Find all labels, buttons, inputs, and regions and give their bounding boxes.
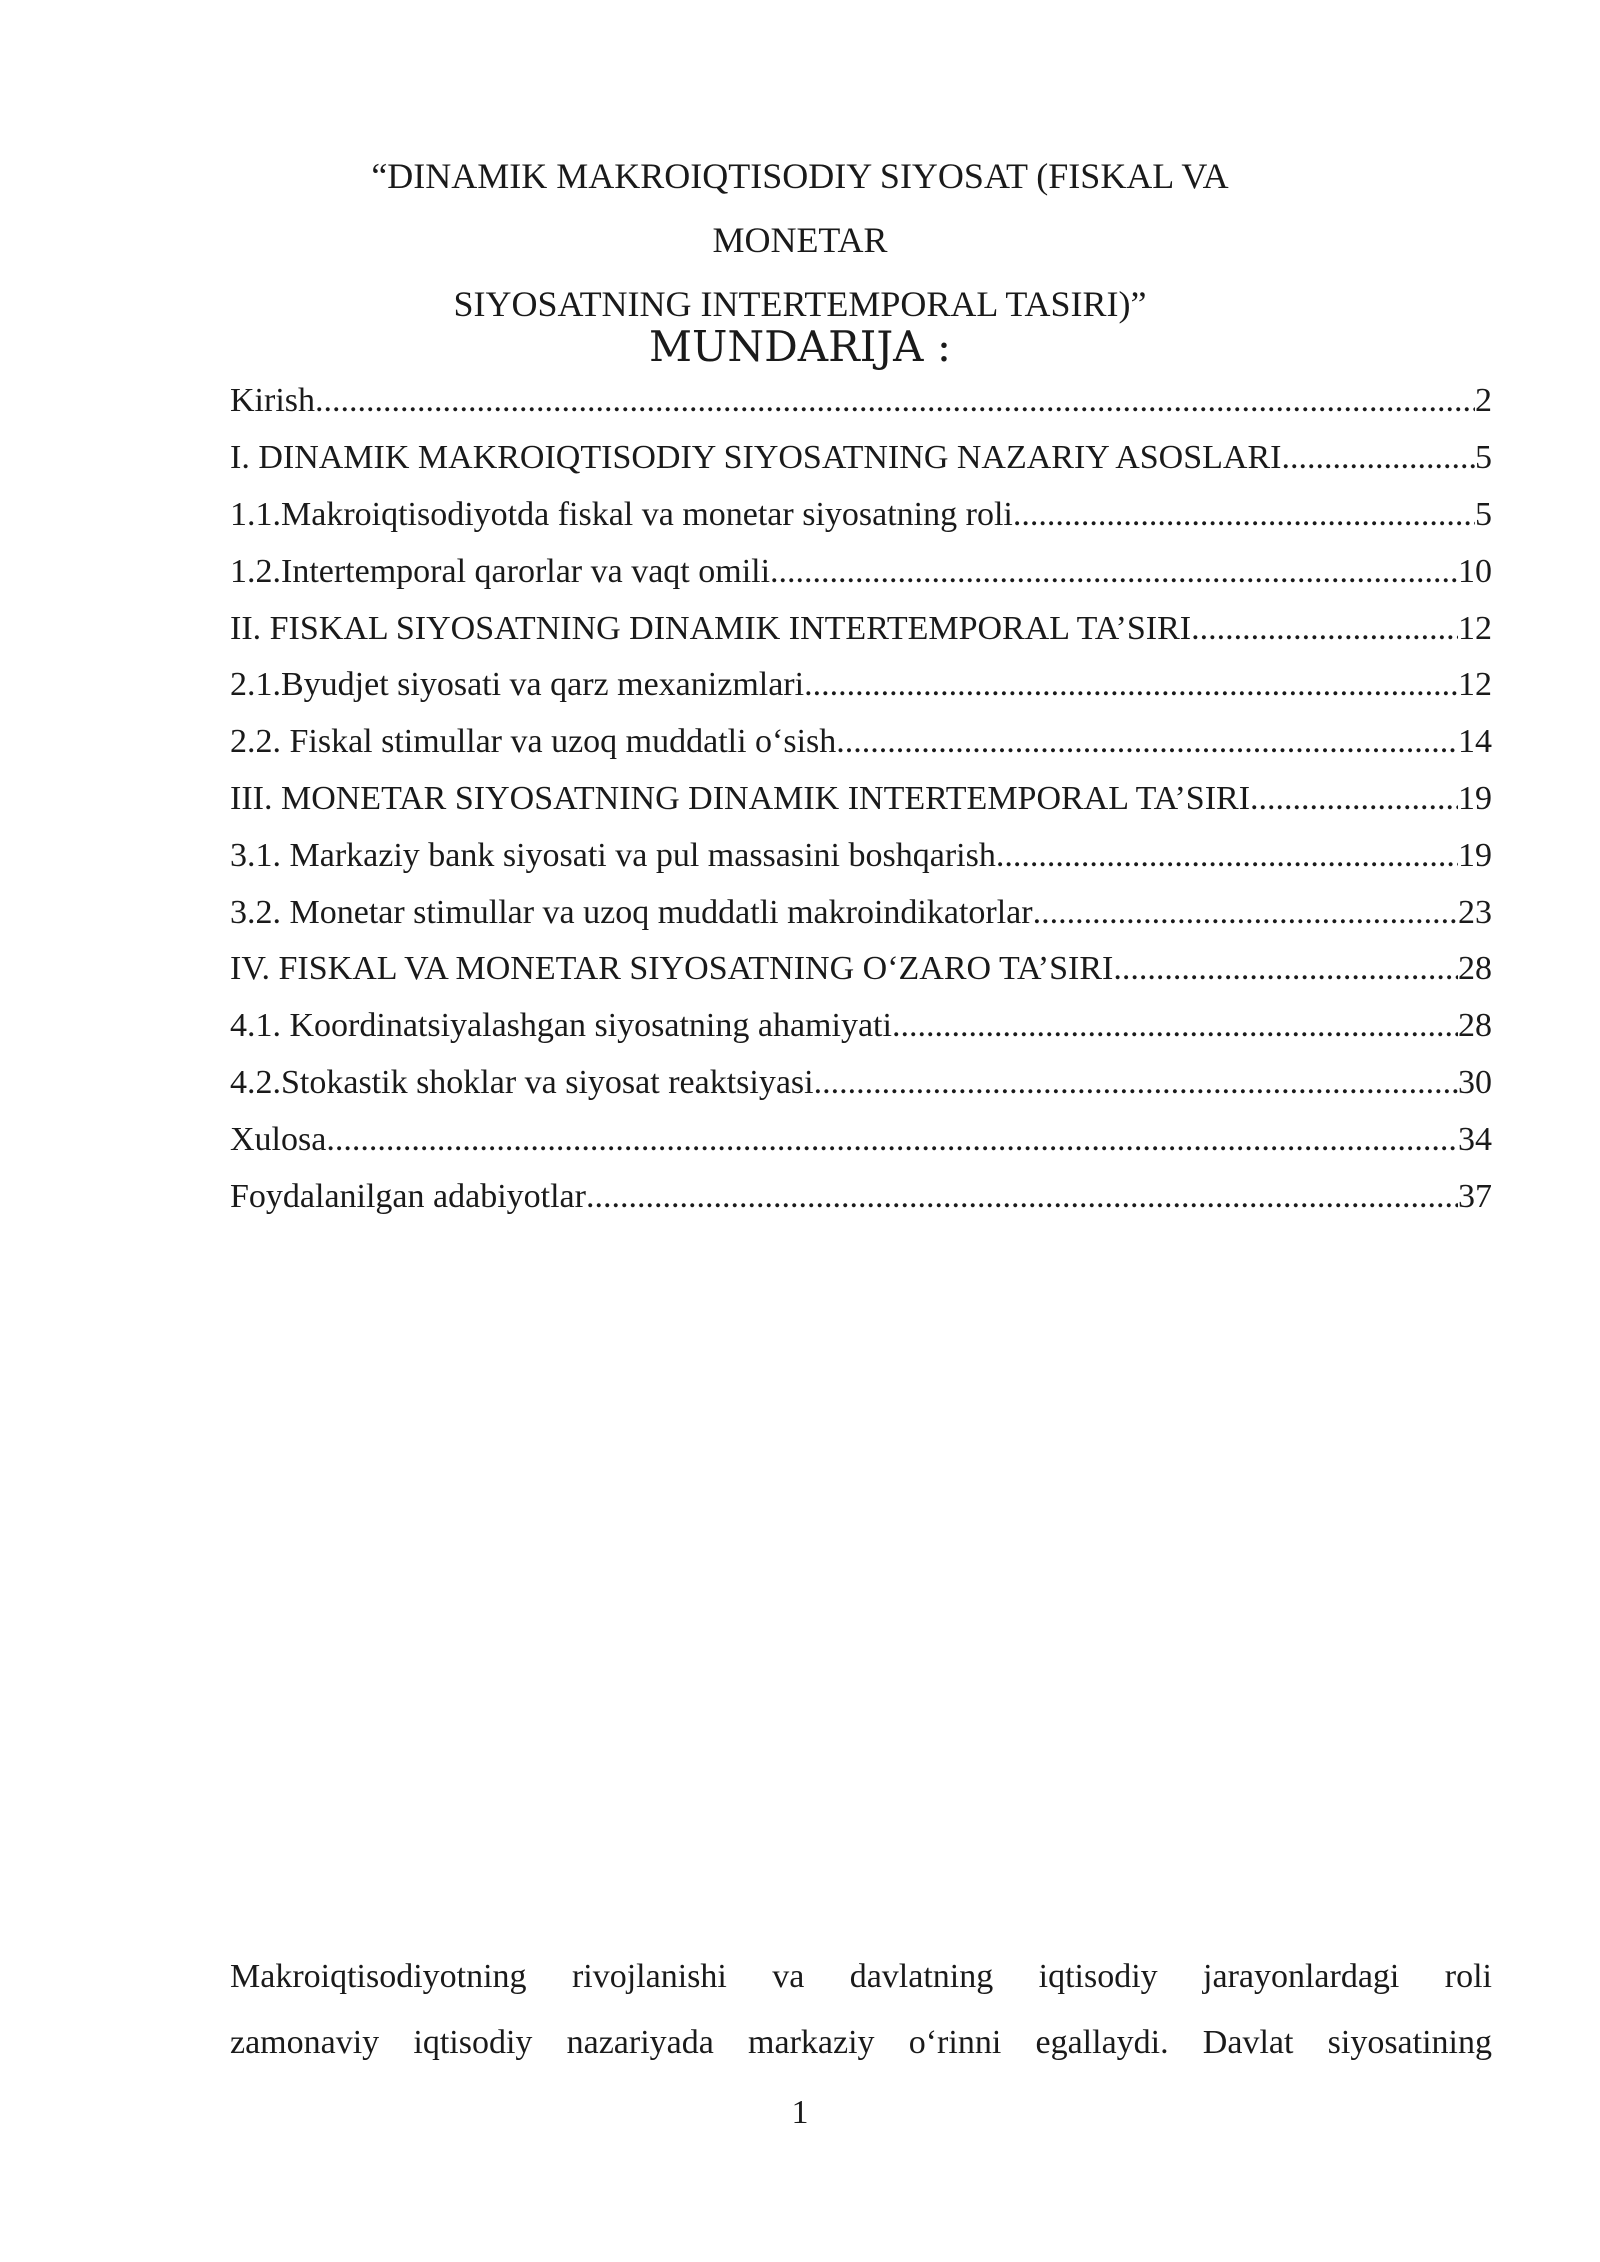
toc-entry-page: 28 xyxy=(1458,950,1492,988)
toc-entry-label: 4.1. Koordinatsiyalashgan siyosatning ahamiyati xyxy=(230,1007,892,1045)
toc-entry-page: 12 xyxy=(1458,666,1492,704)
toc-dot-leader xyxy=(770,553,1458,591)
toc-entry-label: IV. FISKAL VA MONETAR SIYOSATNING O‘ZARO TA’SIRI xyxy=(230,950,1114,988)
document-title-line-1: “DINAMIK MAKROIQTISODIY SIYOSAT (FISKAL VA MONETAR xyxy=(371,156,1229,260)
toc-entry-label: II. FISKAL SIYOSATNING DINAMIK INTERTEMPORAL TA’SIRI xyxy=(230,609,1192,647)
body-line: Makroiqtisodiyotning rivojlanishi va davlatning iqtisodiy jarayonlardagi roli xyxy=(230,1958,1492,1995)
toc-entry-page: 12 xyxy=(1458,609,1492,647)
toc-dot-leader xyxy=(996,837,1458,875)
toc-dot-leader xyxy=(1281,439,1475,477)
toc-entry-page: 37 xyxy=(1458,1177,1492,1215)
toc-entry-page: 10 xyxy=(1458,552,1492,590)
toc-entry-label: 2.1.Byudjet siyosati va qarz mexanizmlari xyxy=(230,666,805,704)
toc-dot-leader xyxy=(1013,496,1475,534)
toc-entry-page: 5 xyxy=(1475,495,1492,533)
body-line: zamonaviy iqtisodiy nazariyada markaziy o‘rinni egallaydi. Davlat siyosatining xyxy=(230,2024,1492,2061)
toc-entry[interactable] xyxy=(230,714,1492,771)
toc-entry[interactable] xyxy=(230,998,1492,1055)
toc-dot-leader xyxy=(1113,950,1458,988)
toc-entry[interactable] xyxy=(230,941,1492,998)
toc-entry[interactable] xyxy=(230,600,1492,657)
toc-dot-leader xyxy=(1250,780,1458,818)
toc-entry[interactable] xyxy=(230,430,1492,487)
toc-dot-leader xyxy=(892,1007,1458,1045)
toc-dot-leader xyxy=(804,666,1458,704)
toc-entry-label: Kirish xyxy=(230,382,315,420)
toc-entry-label: 2.2. Fiskal stimullar va uzoq muddatli o‘sish xyxy=(230,723,837,761)
toc-entry-page: 30 xyxy=(1458,1063,1492,1101)
toc-dot-leader xyxy=(1191,610,1458,648)
toc-entry[interactable] xyxy=(230,543,1492,600)
toc-entry-page: 5 xyxy=(1475,439,1492,477)
toc-entry-label: I. DINAMIK MAKROIQTISODIY SIYOSATNING NAZARIY ASOSLARI xyxy=(230,439,1282,477)
document-title xyxy=(300,144,1300,336)
toc-entry[interactable] xyxy=(230,771,1492,828)
toc-entry[interactable] xyxy=(230,1111,1492,1168)
toc-dot-leader xyxy=(315,382,1475,420)
toc-entry[interactable] xyxy=(230,657,1492,714)
toc-entry-label: III. MONETAR SIYOSATNING DINAMIK INTERTEMPORAL TA’SIRI xyxy=(230,779,1251,817)
toc-entry-page: 28 xyxy=(1458,1007,1492,1045)
toc-entry-page: 19 xyxy=(1458,836,1492,874)
body-paragraph xyxy=(230,1944,1492,2076)
toc-dot-leader xyxy=(814,1064,1458,1102)
toc-dot-leader xyxy=(836,723,1458,761)
toc-entry[interactable] xyxy=(230,487,1492,544)
toc-entry-label: 1.1.Makroiqtisodiyotda fiskal va monetar siyosatning roli xyxy=(230,495,1013,533)
toc-entry-label: Foydalanilgan adabiyotlar xyxy=(230,1177,586,1215)
document-title-line-2: SIYOSATNING INTERTEMPORAL TASIRI)” xyxy=(453,284,1147,324)
toc-entry[interactable] xyxy=(230,884,1492,941)
toc-entry-label: Xulosa xyxy=(230,1120,327,1158)
toc-entry-page: 2 xyxy=(1475,382,1492,420)
toc-entry-page: 23 xyxy=(1458,893,1492,931)
toc-entry[interactable] xyxy=(230,1055,1492,1112)
toc-entry-label: 1.2.Intertemporal qarorlar va vaqt omili xyxy=(230,552,771,590)
toc-dot-leader xyxy=(586,1178,1458,1216)
toc-entry-page: 34 xyxy=(1458,1120,1492,1158)
page-number: 1 xyxy=(791,2094,809,2131)
toc-entry-page: 14 xyxy=(1458,723,1492,761)
toc-entry-label: 3.2. Monetar stimullar va uzoq muddatli makroindikatorlar xyxy=(230,893,1033,931)
toc-entry-label: 3.1. Markaziy bank siyosati va pul massasini boshqarish xyxy=(230,836,996,874)
toc-entry[interactable] xyxy=(230,373,1492,430)
toc-entry[interactable] xyxy=(230,827,1492,884)
toc-dot-leader xyxy=(1033,894,1458,932)
toc-entry-label: 4.2.Stokastik shoklar va siyosat reaktsiyasi xyxy=(230,1063,814,1101)
toc-heading: MUNDARIJA : xyxy=(648,322,952,371)
toc-entry[interactable] xyxy=(230,1168,1492,1225)
toc-entry-page: 19 xyxy=(1458,779,1492,817)
toc-dot-leader xyxy=(326,1121,1458,1159)
table-of-contents xyxy=(230,373,1492,1225)
